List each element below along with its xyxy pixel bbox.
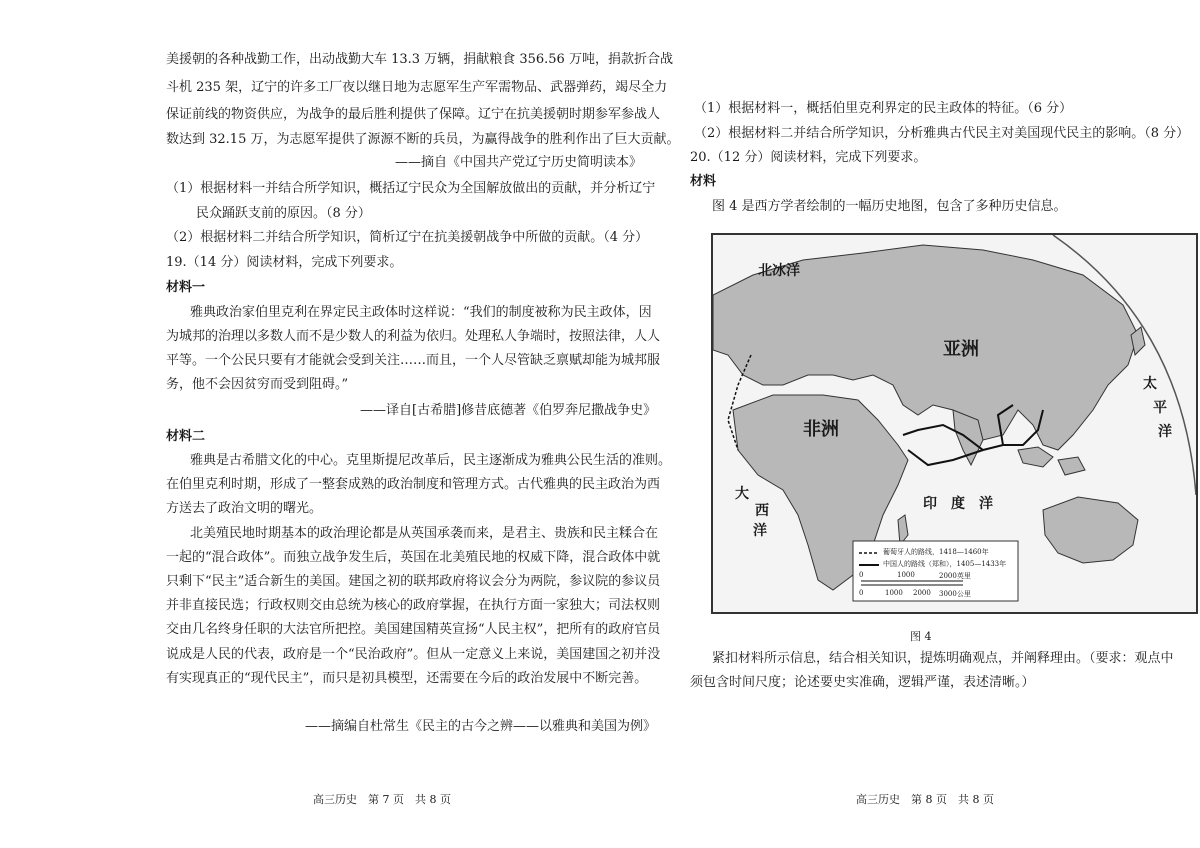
map-label-pacific: 洋 [1158, 424, 1172, 440]
text-line: 数达到 32.15 万，为志愿军提供了源源不断的兵员，为赢得战争的胜利作出了巨大贡献。 [166, 132, 680, 147]
material-2-title: 材料二 [166, 429, 206, 444]
map-label-atlantic: 西 [755, 503, 769, 519]
scale-label: 2000 [913, 589, 931, 597]
map-label-pacific: 太 [1143, 376, 1157, 392]
text-line: 斗机 235 架，辽宁的许多工厂夜以继日地为志愿军生产军需物品、武器弹药，竭尽全力 [166, 80, 668, 95]
historical-map [711, 233, 1198, 614]
question-2: （2）根据材料二并结合所学知识，分析雅典古代民主对美国现代民主的影响。（8 分） [694, 126, 1190, 141]
question-2: （2）根据材料二并结合所学知识，简析辽宁在抗美援朝战争中所做的贡献。（4 分） [166, 230, 649, 245]
scale-label: 1000 [897, 571, 915, 579]
scale-label: 0 [859, 589, 864, 597]
text-line: 保证前线的物资供应，为战争的最后胜利提供了保障。辽宁在抗美援朝时期参军参战人 [166, 107, 661, 122]
material-1-title: 材料一 [166, 280, 206, 295]
map-label-indian: 印 度 洋 [923, 496, 993, 512]
scale-label: 3000公里 [939, 590, 971, 598]
text-line: 说成是人民的代表，政府是一个“民治政府”。但从一定意义上来说，美国建国之初并没 [166, 647, 661, 662]
text-line: 平等。一个公民只要有才能就会受到关注……而且，一个人尽管缺乏禀赋却能为城邦服 [166, 353, 661, 368]
map-label-arctic: 北冰洋 [758, 263, 800, 279]
text-line: 并非直接民选；行政权则交由总统为核心的政府掌握，在执行方面一家独大；司法权则 [166, 598, 661, 613]
question-1b: 民众踊跃支前的原因。（8 分） [196, 206, 371, 221]
question-1a: （1）根据材料一并结合所学知识，概括辽宁民众为全国解放做出的贡献，并分析辽宁 [166, 181, 656, 196]
material-intro: 图 4 是西方学者绘制的一幅历史地图，包含了多种历史信息。 [712, 199, 1067, 214]
source-citation: ——译自[古希腊]修昔底德著《伯罗奔尼撒战争史》 [360, 403, 657, 418]
text-line: 雅典是古希腊文化的中心。克里斯提尼改革后，民主逐渐成为雅典公民生活的准则。 [190, 453, 672, 468]
legend-china: 中国人的路线（郑和），1405—1433年 [883, 560, 1007, 568]
text-line: 雅典政治家伯里克利在界定民主政体时这样说：“我们的制度被称为民主政体，因 [190, 305, 652, 320]
question-20: 20.（12 分）阅读材料，完成下列要求。 [690, 150, 927, 165]
text-line: 只剩下“民主”适合新生的美国。建国之初的联邦政府将议会分为两院，参议院的参议员 [166, 574, 661, 589]
right-page [600, 0, 1200, 848]
text-line: 为城邦的治理以多数人而不是少数人的利益为依归。处理私人争端时，按照法律，人人 [166, 329, 661, 344]
text-line: 美援朝的各种战勤工作，出动战勤大车 13.3 万辆，捐献粮食 356.56 万吨，捐款折合战 [166, 52, 673, 67]
legend-portugal: 葡萄牙人的路线，1418—1460年 [883, 548, 989, 556]
text-line: 有实现真正的“现代民主”，而只是初具模型，还需要在今后的政治发展中不断完善。 [166, 671, 648, 686]
task-line: 紧扣材料所示信息，结合相关知识，提炼明确观点，并阐释理由。（要求：观点中 [712, 651, 1174, 666]
text-line: 务，他不会因贫穷而受到阻碍。” [166, 377, 349, 392]
text-line: 北美殖民地时期基本的政治理论都是从英国承袭而来，是君主、贵族和民主糅合在 [190, 526, 659, 541]
scale-label: 0 [859, 571, 864, 579]
text-line: 一起的“混合政体”。而独立战争发生后，英国在北美殖民地的权威下降，混合政体中就 [166, 550, 661, 565]
figure-caption: 图 4 [910, 630, 932, 643]
source-citation: ——摘编自杜常生《民主的古今之辨——以雅典和美国为例》 [305, 719, 657, 734]
text-line: 方送去了政治文明的曙光。 [166, 501, 323, 516]
source-citation: ——摘自《中国共产党辽宁历史简明读本》 [395, 155, 643, 170]
map-label-atlantic: 洋 [753, 523, 767, 539]
map-label-pacific: 平 [1153, 400, 1167, 416]
scale-label: 2000英里 [939, 572, 971, 580]
task-line: 须包含时间尺度；论述要史实准确，逻辑严谨，表述清晰。） [690, 675, 1035, 690]
question-19: 19.（14 分）阅读材料，完成下列要求。 [166, 255, 403, 270]
text-line: 交由几名终身任职的大法官所把控。美国建国精英宣扬“人民主权”，把所有的政府官员 [166, 622, 661, 637]
question-1: （1）根据材料一，概括伯里克利界定的民主政体的特征。（6 分） [694, 101, 1073, 116]
text-line: 在伯里克利时期，形成了一整套成熟的政治制度和管理方式。古代雅典的民主政治为西 [166, 477, 661, 492]
map-label-atlantic: 大 [735, 486, 749, 502]
page-footer: 高三历史 第 7 页 共 8 页 [313, 793, 451, 806]
map-label-asia: 亚洲 [943, 339, 979, 360]
map-label-africa: 非洲 [803, 419, 839, 440]
material-title: 材料 [690, 174, 717, 189]
page-footer: 高三历史 第 8 页 共 8 页 [856, 793, 994, 806]
scale-label: 1000 [885, 589, 903, 597]
